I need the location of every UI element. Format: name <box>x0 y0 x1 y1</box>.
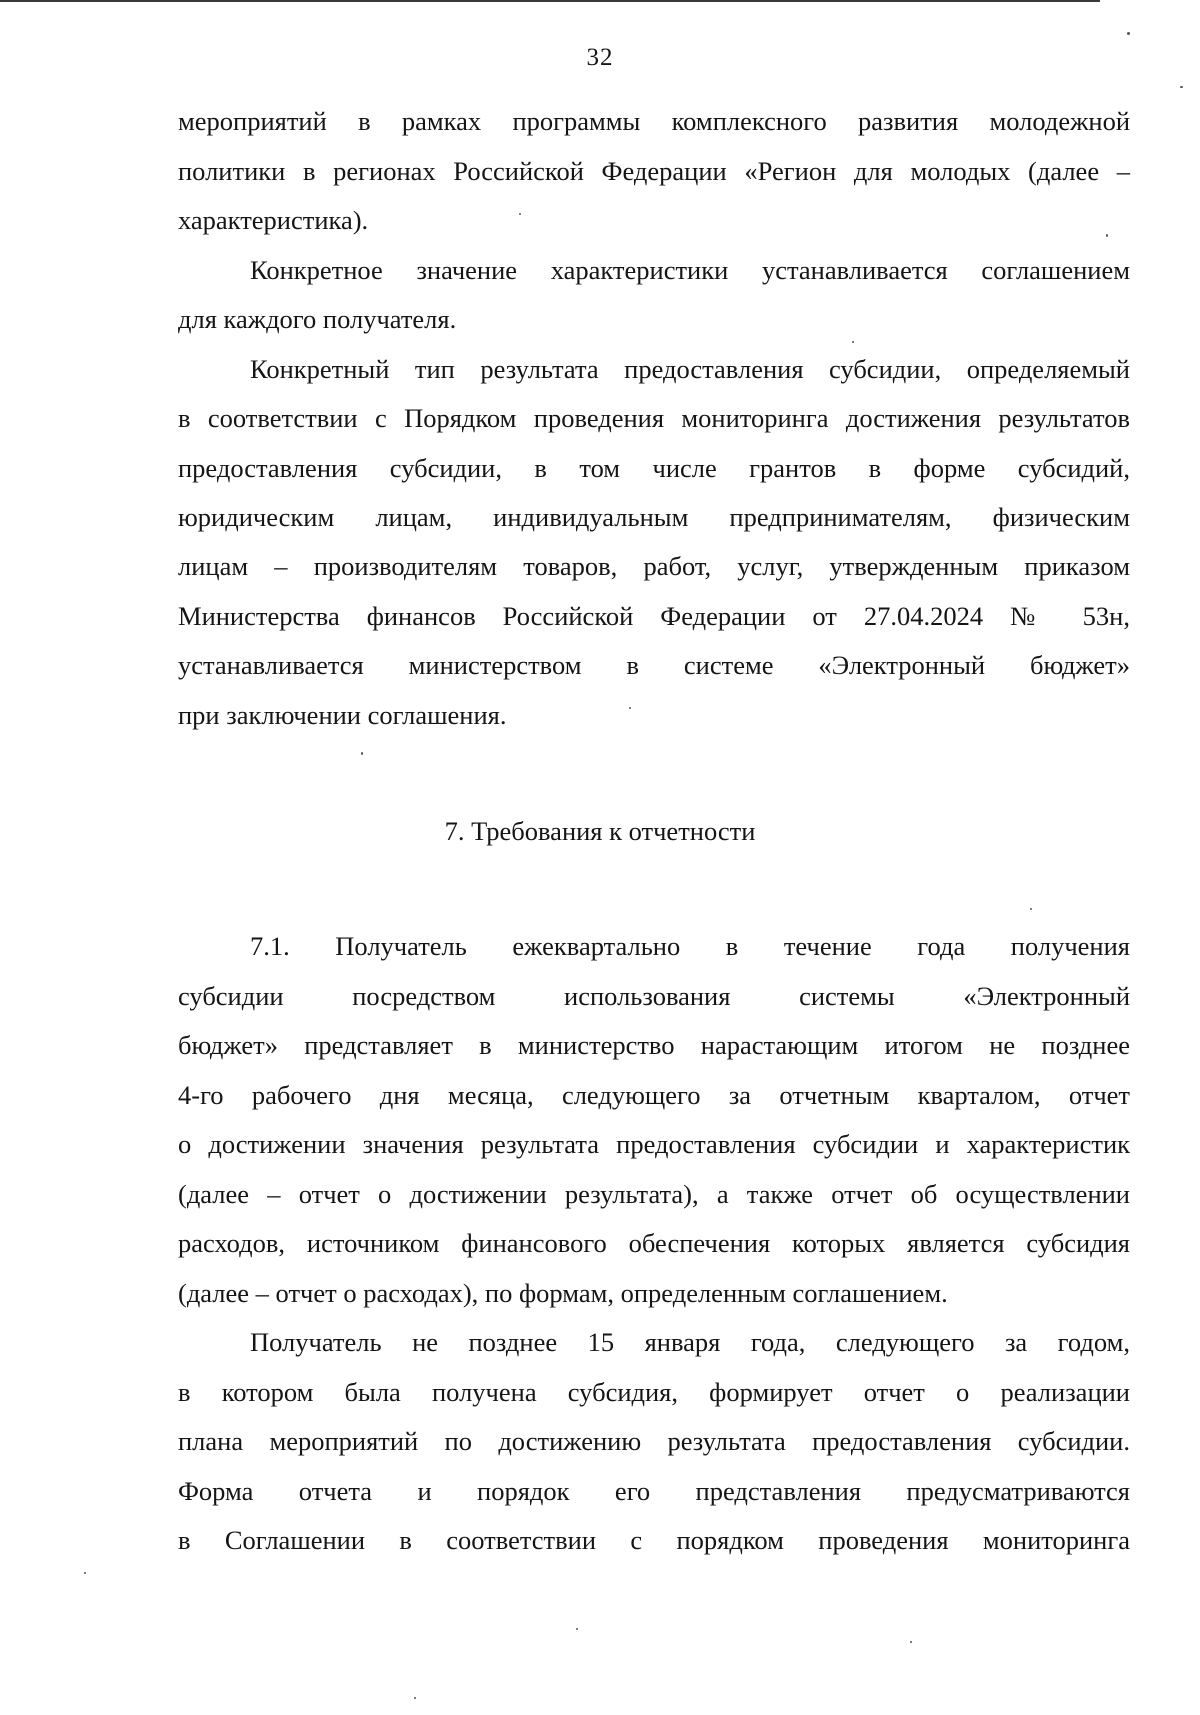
paragraph-line: лицам – производителям товаров, работ, услуг, утвержденным приказом <box>178 551 1130 581</box>
scan-speck <box>576 1628 578 1630</box>
paragraph-line: для каждого получателя. <box>178 304 457 334</box>
paragraph-line: Получатель не позднее 15 января года, следующего за годом, <box>250 1327 1130 1357</box>
paragraph-line: характеристика). <box>178 205 369 235</box>
paragraph-line: Конкретное значение характеристики устанавливается соглашением <box>250 255 1130 285</box>
paragraph-line: при заключении соглашения. <box>178 700 507 730</box>
scan-speck <box>910 1641 912 1643</box>
paragraph-line: устанавливается министерством в системе «Электронный бюджет» <box>178 650 1130 680</box>
paragraph-line: Форма отчета и порядок его представления предусматриваются <box>178 1476 1130 1506</box>
paragraph-line: в Соглашении в соответствии с порядком проведения мониторинга <box>178 1525 1130 1555</box>
paragraph-line: мероприятий в рамках программы комплексного развития молодежной <box>178 106 1130 136</box>
section-heading: 7. Требования к отчетности <box>444 816 756 846</box>
paragraph-line: в соответствии с Порядком проведения мониторинга достижения результатов <box>178 403 1130 433</box>
paragraph-line: (далее – отчет о достижении результата), а также отчет об осуществлении <box>178 1179 1130 1209</box>
paragraph-line: субсидии посредством использования системы «Электронный <box>178 981 1130 1011</box>
scan-speck <box>84 1572 86 1574</box>
paragraph-line: (далее – отчет о расходах), по формам, определенным соглашением. <box>178 1278 948 1308</box>
page-number: 32 <box>586 44 614 71</box>
scan-speck <box>852 341 854 343</box>
top-scan-edge <box>0 0 1100 2</box>
scan-speck <box>1180 86 1183 88</box>
paragraph-line: Министерства финансов Российской Федерации от 27.04.2024 № 53н, <box>178 601 1130 631</box>
scan-speck <box>1127 32 1130 35</box>
scan-speck <box>1030 908 1032 910</box>
paragraph-line: юридическим лицам, индивидуальным предпринимателям, физическим <box>178 502 1130 532</box>
scan-speck <box>414 1697 416 1699</box>
paragraph-line: плана мероприятий по достижению результата предоставления субсидии. <box>178 1426 1130 1456</box>
scan-speck <box>1106 234 1108 237</box>
paragraph-line: предоставления субсидии, в том числе грантов в форме субсидий, <box>178 453 1130 483</box>
paragraph-line: 7.1. Получатель ежеквартально в течение года получения <box>250 931 1130 961</box>
scan-speck <box>519 213 521 215</box>
paragraph-line: в котором была получена субсидия, формирует отчет о реализации <box>178 1377 1130 1407</box>
scan-speck <box>629 707 631 709</box>
paragraph-line: 4-го рабочего дня месяца, следующего за отчетным кварталом, отчет <box>178 1080 1130 1110</box>
paragraph-line: бюджет» представляет в министерство нарастающим итогом не позднее <box>178 1030 1130 1060</box>
paragraph-line: расходов, источником финансового обеспечения которых является субсидия <box>178 1228 1130 1258</box>
scan-speck <box>361 752 363 755</box>
paragraph-line: политики в регионах Российской Федерации «Регион для молодых (далее – <box>178 156 1130 186</box>
paragraph-line: о достижении значения результата предоставления субсидии и характеристик <box>178 1129 1130 1159</box>
paragraph-line: Конкретный тип результата предоставления субсидии, определяемый <box>250 354 1130 384</box>
